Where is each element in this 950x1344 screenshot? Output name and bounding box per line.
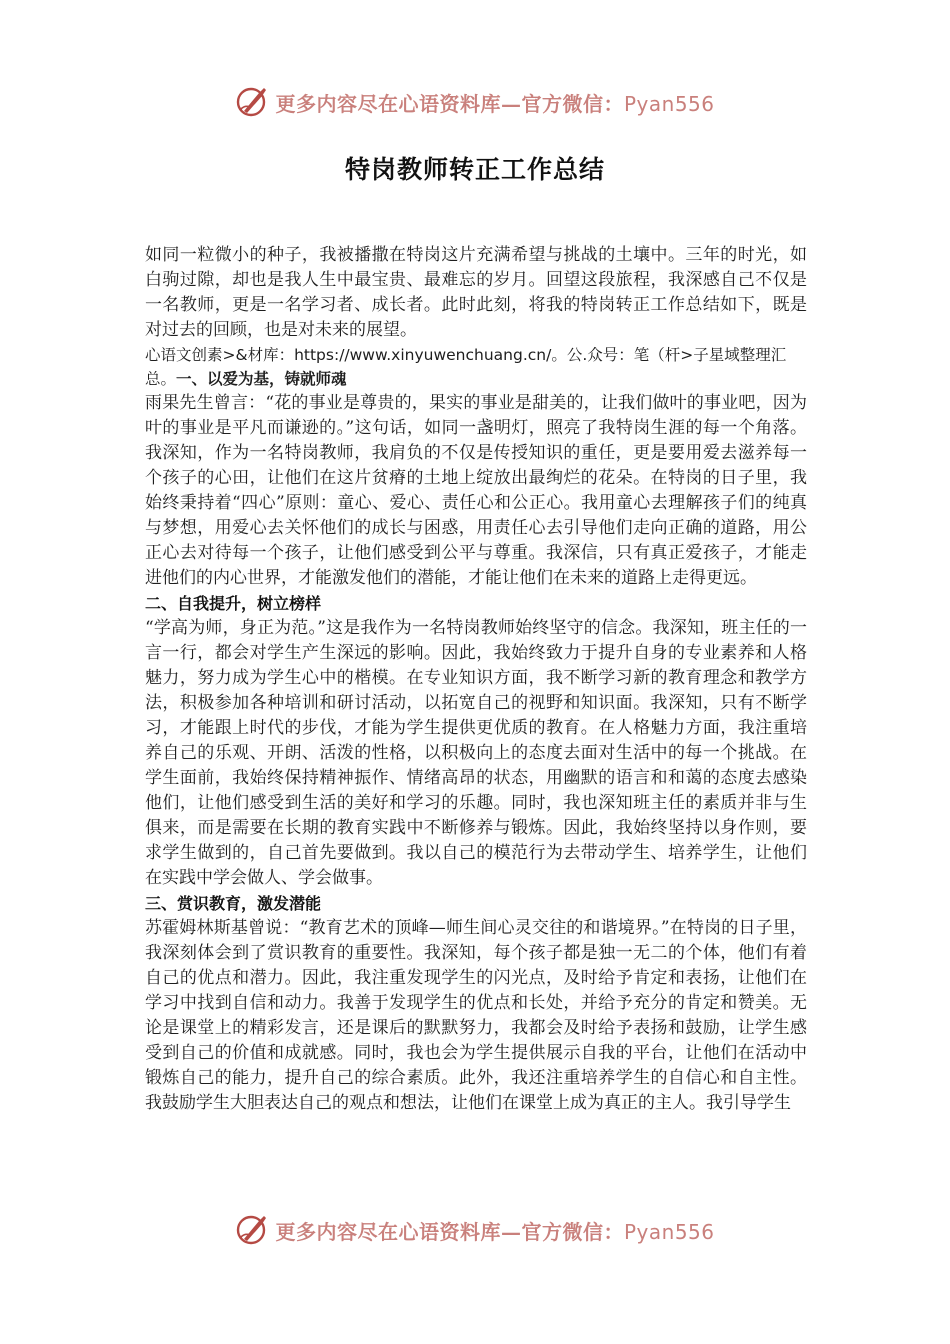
pen-nib-circle-icon <box>235 1213 269 1247</box>
section-3-heading: 三、赏识教育，激发潜能 <box>145 894 322 913</box>
footer-banner <box>0 1210 950 1250</box>
wechat-id: Pyan556 <box>623 1219 715 1244</box>
banner-text: 更多内容尽在心语资料库—官方微信：Pyan556 <box>275 1219 715 1244</box>
section-1-paragraph: 雨果先生曾言：“花的事业是尊贵的，果实的事业是甜美的，让我们做叶的事业吧，因为叶的事业是平凡而谦逊的。”这句话，如同一盏明灯，照亮了我特岗生涯的每一个角落。我深知，作为一名特岗教师，我肩负的不仅是传授知识的重任，更是要用爱去滋养每一个孩子的心田，让他们在这片贫瘠的土地上绽放出最绚烂的花朵。在特岗的日子里，我始终秉持着“四心”原则：童心、爱心、责任心和公正心。我用童心去理解孩子们的纯真与梦想，用爱心去关怀他们的成长与困惑，用责任心去引导他们走向正确的道路，用公正心去对待每一个孩子，让他们感受到公平与尊重。我深信，只有真正爱孩子，才能走进他们的内心世界，才能激发他们的潜能，才能让他们在未来的道路上走得更远。 <box>145 393 807 588</box>
section-1-heading: 一、以爱为基，铸就师魂 <box>176 370 347 388</box>
wechat-id: Pyan556 <box>623 91 715 116</box>
source-line <box>145 343 807 391</box>
intro-paragraph: 如同一粒微小的种子，我被播撒在特岗这片充满希望与挑战的土壤中。三年的时光，如白驹过隙，却也是我人生中最宝贵、最难忘的岁月。回望这段旅程，我深感自己不仅是一名教师，更是一名学习者、成长者。此时此刻，将我的特岗转正工作总结如下，既是对过去的回顾，也是对未来的展望。 <box>145 245 807 340</box>
header-banner <box>0 82 950 122</box>
document-body <box>145 243 807 1116</box>
source-text: 心语文创素>&材库：https://www.xinyuwenchuang.cn/。公.众号：笔（杆>子星域整理汇总。 <box>145 346 787 388</box>
section-3-paragraph: 苏霍姆林斯基曾说：“教育艺术的顶峰—师生间心灵交往的和谐境界。”在特岗的日子里，我深刻体会到了赏识教育的重要性。我深知，每个孩子都是独一无二的个体，他们有着自己的优点和潜力。因此，我注重发现学生的闪光点，及时给予肯定和表扬，让他们在学习中找到自信和动力。我善于发现学生的优点和长处，并给予充分的肯定和赞美。无论是课堂上的精彩发言，还是课后的默默努力，我都会及时给予表扬和鼓励，让学生感受到自己的价值和成就感。同时，我也会为学生提供展示自我的平台，让他们在活动中锻炼自己的能力，提升自己的综合素质。此外，我还注重培养学生的自信心和自主性。我鼓励学生大胆表达自己的观点和想法，让他们在课堂上成为真正的主人。我引导学生 <box>145 918 807 1113</box>
section-2-paragraph: “学高为师，身正为范。”这是我作为一名特岗教师始终坚守的信念。我深知，班主任的一言一行，都会对学生产生深远的影响。因此，我始终致力于提升自身的专业素养和人格魅力，努力成为学生心中的楷模。在专业知识方面，我不断学习新的教育理念和教学方法，积极参加各种培训和研讨活动，以拓宽自己的视野和知识面。我深知，只有不断学习，才能跟上时代的步伐，才能为学生提供更优质的教育。在人格魅力方面，我注重培养自己的乐观、开朗、活泼的性格，以积极向上的态度去面对生活中的每一个挑战。在学生面前，我始终保持精神振作、情绪高昂的状态，用幽默的语言和和蔼的态度去感染他们，让他们感受到生活的美好和学习的乐趣。同时，我也深知班主任的素质并非与生俱来，而是需要在长期的教育实践中不断修养与锻炼。因此，我始终坚持以身作则，要求学生做到的，自己首先要做到。我以自己的模范行为去带动学生、培养学生，让他们在实践中学会做人、学会做事。 <box>145 618 807 888</box>
document-title: 特岗教师转正工作总结 <box>344 155 605 184</box>
banner-text: 更多内容尽在心语资料库—官方微信：Pyan556 <box>275 91 715 116</box>
section-2-heading: 二、自我提升，树立榜样 <box>145 594 322 613</box>
pen-nib-circle-icon <box>235 85 269 119</box>
